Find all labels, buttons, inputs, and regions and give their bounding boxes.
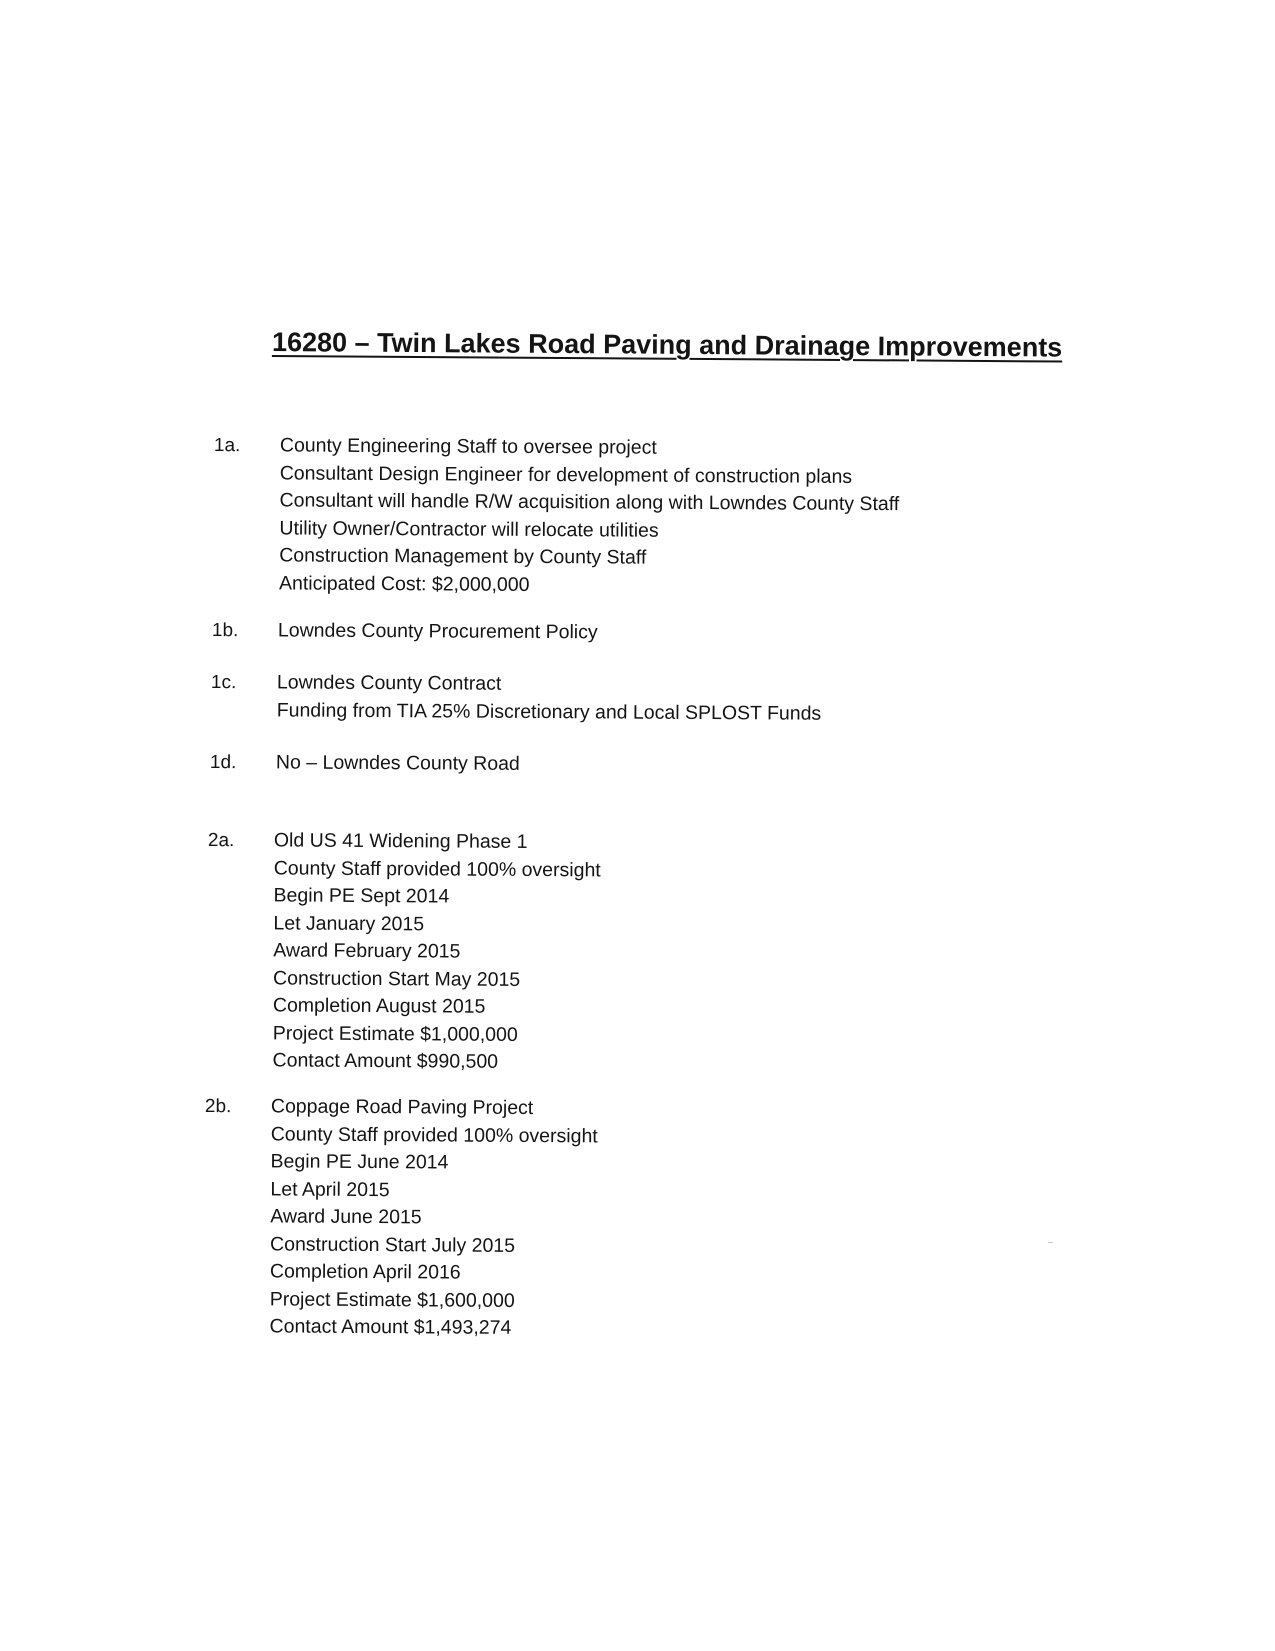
item-line: Completion April 2016 — [269, 1260, 461, 1284]
item-lines — [276, 749, 520, 778]
item-line: County Staff provided 100% oversight — [270, 1122, 598, 1147]
item-lines — [278, 617, 598, 646]
item-line: Let January 2015 — [273, 911, 425, 935]
item-number: 1d. — [209, 751, 237, 774]
item-line: Contact Amount $1,493,274 — [269, 1315, 512, 1339]
item-line: Lowndes County Contract — [276, 671, 502, 695]
scan-speck — [1048, 1242, 1053, 1243]
item-line: Completion August 2015 — [272, 994, 486, 1018]
item-number: 2a. — [207, 829, 235, 852]
item-number: 1b. — [211, 619, 239, 642]
item-line: No – Lowndes County Road — [275, 751, 520, 775]
item-line: Contact Amount $990,500 — [272, 1049, 499, 1073]
item-line: Funding from TIA 25% Discretionary and Local SPLOST Funds — [276, 698, 822, 725]
item-line: Construction Start May 2015 — [273, 966, 521, 991]
item-line: Construction Management by County Staff — [279, 544, 647, 569]
item-line: Begin PE Sept 2014 — [273, 884, 450, 908]
item-lines — [269, 1093, 598, 1342]
item-line: Award February 2015 — [273, 939, 461, 963]
item-line: Award June 2015 — [270, 1205, 422, 1229]
item-line: Anticipated Cost: $2,000,000 — [279, 571, 530, 596]
item-line: Consultant will handle R/W acquisition along with Lowndes County Staff — [279, 489, 900, 516]
item-line: Begin PE June 2014 — [270, 1150, 449, 1174]
item-line: Consultant Design Engineer for development of construction plans — [279, 461, 853, 488]
document-title: 16280 – Twin Lakes Road Paving and Drainage Improvements — [271, 327, 1063, 363]
item-lines — [272, 827, 601, 1076]
item-number: 1a. — [213, 434, 241, 457]
item-line: Project Estimate $1,600,000 — [269, 1287, 515, 1312]
item-lines — [279, 432, 900, 601]
item-line: Utility Owner/Contractor will relocate utilities — [279, 516, 659, 542]
item-line: Old US 41 Widening Phase 1 — [273, 829, 528, 853]
item-line: County Engineering Staff to oversee project — [279, 434, 657, 459]
item-lines — [277, 669, 822, 727]
item-number: 1c. — [210, 671, 237, 694]
item-line: County Staff provided 100% oversight — [273, 856, 601, 881]
item-line: Construction Start July 2015 — [270, 1232, 516, 1257]
item-number: 2b. — [204, 1096, 232, 1118]
item-line: Project Estimate $1,000,000 — [272, 1021, 518, 1046]
item-line: Lowndes County Procurement Policy — [277, 619, 598, 644]
item-line: Let April 2015 — [270, 1177, 390, 1201]
item-line: Coppage Road Paving Project — [270, 1095, 534, 1120]
